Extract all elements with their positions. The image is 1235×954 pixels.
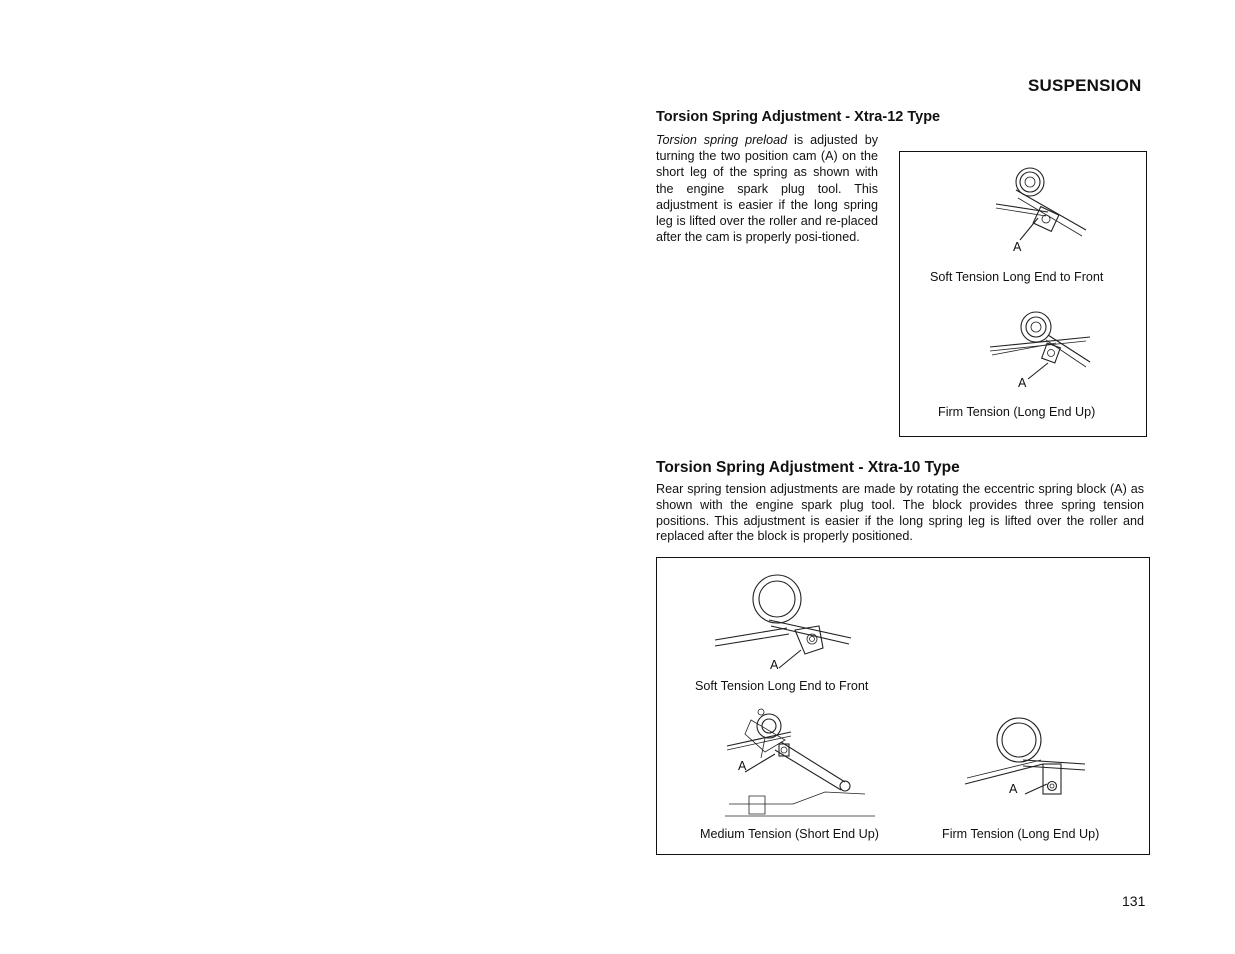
section-title: SUSPENSION: [1028, 76, 1142, 95]
xtra12-fig2-caption: Firm Tension (Long End Up): [938, 405, 1096, 419]
xtra10-fig1-callout: A: [770, 658, 779, 672]
spring-block-medium-diagram: [725, 704, 875, 820]
torsion-spring-firm-diagram: [986, 307, 1096, 387]
xtra10-fig1-caption: Soft Tension Long End to Front: [695, 679, 869, 693]
xtra12-heading: Torsion Spring Adjustment - Xtra-12 Type: [656, 109, 941, 125]
xtra10-fig3-callout: A: [1009, 782, 1018, 796]
xtra12-body-text: is adjusted by turning the two position cam (A) on the short leg of the spring as shown with the engine spark plug tool. This adjustment is easier if the long spring leg is lifted over the roller and re-placed after the cam is properly posi-tioned.: [656, 133, 878, 245]
xtra12-fig2-callout: A: [1018, 376, 1027, 390]
torsion-spring-soft-diagram: [990, 160, 1090, 245]
xtra10-fig2-caption: Medium Tension (Short End Up): [700, 827, 879, 841]
xtra12-body-italic: Torsion spring preload: [656, 133, 788, 147]
xtra10-figure-box: [656, 557, 1150, 855]
xtra12-figure-box: [899, 151, 1147, 437]
xtra12-body: [656, 132, 878, 245]
xtra10-body: Rear spring tension adjustments are made by rotating the eccentric spring block (A) as shown with the engine spark plug tool. The block provides three spring tension positions. This adjustment is easier if the long spring leg is lifted over the roller and replaced after the block is properly positioned.: [656, 482, 1144, 544]
page-number: 131: [1122, 893, 1146, 909]
xtra10-fig2-callout: A: [738, 759, 747, 773]
spring-block-soft-diagram: [713, 570, 863, 670]
spring-block-firm-diagram: [963, 714, 1093, 809]
xtra12-fig1-callout: A: [1013, 240, 1022, 254]
xtra10-fig3-caption: Firm Tension (Long End Up): [942, 827, 1100, 841]
xtra10-heading: Torsion Spring Adjustment - Xtra-10 Type: [656, 459, 960, 476]
xtra12-fig1-caption: Soft Tension Long End to Front: [930, 270, 1104, 284]
